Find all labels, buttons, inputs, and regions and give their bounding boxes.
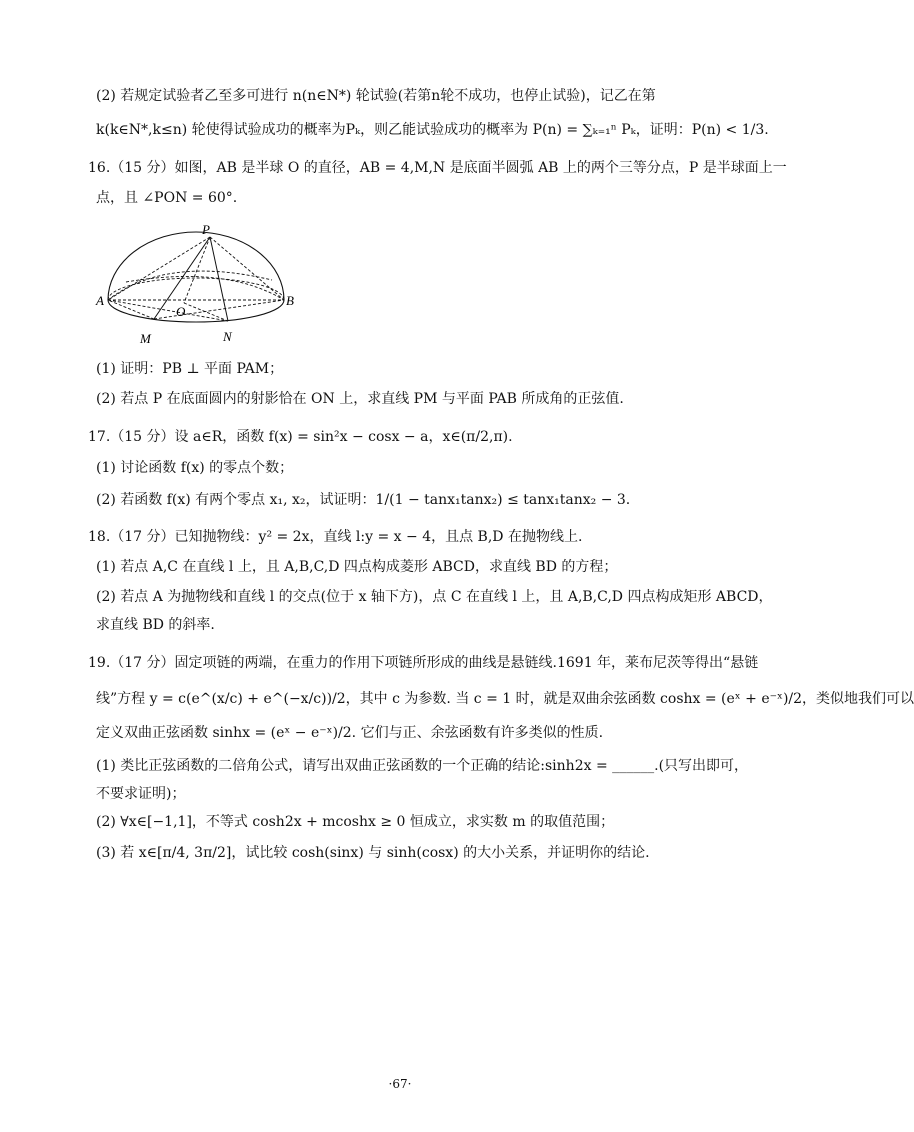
question-19: 19.（17 分）固定项链的两端，在重力的作用下项链所形成的曲线是悬链线.1691 年，莱布尼茨等得出“悬链 bbox=[88, 655, 759, 671]
text-line: (2) 若点 P 在底面圆内的射影恰在 ON 上，求直线 PM 与平面 PAB 所成角的正弦值. bbox=[96, 391, 624, 407]
hemisphere-diagram bbox=[96, 222, 296, 350]
text-line: (2) 若规定试验者乙至多可进行 n(n∈N*) 轮试验(若第n轮不成功，也停止试验)，记乙在第 bbox=[96, 88, 656, 104]
question-17: 17.（15 分）设 a∈R，函数 f(x) = sin²x − cosx − a，x∈(π/2,π). bbox=[88, 429, 513, 445]
text-line: 不要求证明)； bbox=[96, 786, 186, 802]
text-line: 求直线 BD 的斜率. bbox=[96, 617, 215, 633]
label-m: M bbox=[140, 331, 151, 346]
label-o: O bbox=[176, 304, 186, 319]
text-line: (2) ∀x∈[−1,1]，不等式 cosh2x + mcoshx ≥ 0 恒成立，求实数 m 的取值范围； bbox=[96, 814, 615, 830]
inner-arc bbox=[108, 271, 272, 300]
label-p: P bbox=[202, 222, 210, 237]
text-line: k(k∈N*,k≤n) 轮使得试验成功的概率为Pₖ，则乙能试验成功的概率为 P(n) = ∑ₖ₌₁ⁿ Pₖ，证明：P(n) < 1/3. bbox=[96, 122, 769, 138]
text-line: (2) 若函数 f(x) 有两个零点 x₁, x₂，试证明：1/(1 − tanx₁tanx₂) ≤ tanx₁tanx₂ − 3. bbox=[96, 492, 631, 508]
dome-arc bbox=[108, 232, 284, 300]
text-line: (2) 若点 A 为抛物线和直线 l 的交点(位于 x 轴下方)，点 C 在直线 l 上，且 A,B,C,D 四点构成矩形 ABCD， bbox=[96, 589, 773, 605]
hemisphere-figure bbox=[96, 222, 296, 350]
text-line: 定义双曲正弦函数 sinhx = (eˣ − e⁻ˣ)/2. 它们与正、余弦函数有许多类似的性质. bbox=[96, 725, 604, 741]
label-n: N bbox=[223, 329, 232, 344]
text-line: 线”方程 y = c(e^(x/c) + e^(−x/c))/2，其中 c 为参数. 当 c = 1 时，就是双曲余弦函数 coshx = (eˣ + e⁻ˣ)/2，类似地我们可以 bbox=[96, 691, 914, 707]
question-18: 18.（17 分）已知抛物线：y² = 2x，直线 l:y = x − 4，且点 B,D 在抛物线上. bbox=[88, 529, 583, 545]
label-a: A bbox=[96, 293, 104, 308]
text-line: (1) 类比正弦函数的二倍角公式，请写出双曲正弦函数的一个正确的结论:sinh2x = ______.(只写出即可， bbox=[96, 758, 749, 774]
text-line: (1) 证明：PB ⊥ 平面 PAM； bbox=[96, 361, 284, 377]
text-line: 点，且 ∠PON = 60°. bbox=[96, 190, 238, 206]
text-line: (1) 讨论函数 f(x) 的零点个数； bbox=[96, 460, 294, 476]
base-back-arc bbox=[108, 278, 284, 300]
text-line: (3) 若 x∈[π/4, 3π/2]，试比较 cosh(sinx) 与 sinh(cosx) 的大小关系，并证明你的结论. bbox=[96, 845, 650, 861]
text-line: (1) 若点 A,C 在直线 l 上，且 A,B,C,D 四点构成菱形 ABCD，求直线 BD 的方程； bbox=[96, 559, 618, 575]
page-number: ·67· bbox=[388, 1077, 412, 1091]
label-b: B bbox=[286, 293, 294, 308]
question-16: 16.（15 分）如图，AB 是半球 O 的直径，AB = 4,M,N 是底面半圆弧 AB 上的两个三等分点，P 是半球面上一 bbox=[88, 160, 787, 176]
